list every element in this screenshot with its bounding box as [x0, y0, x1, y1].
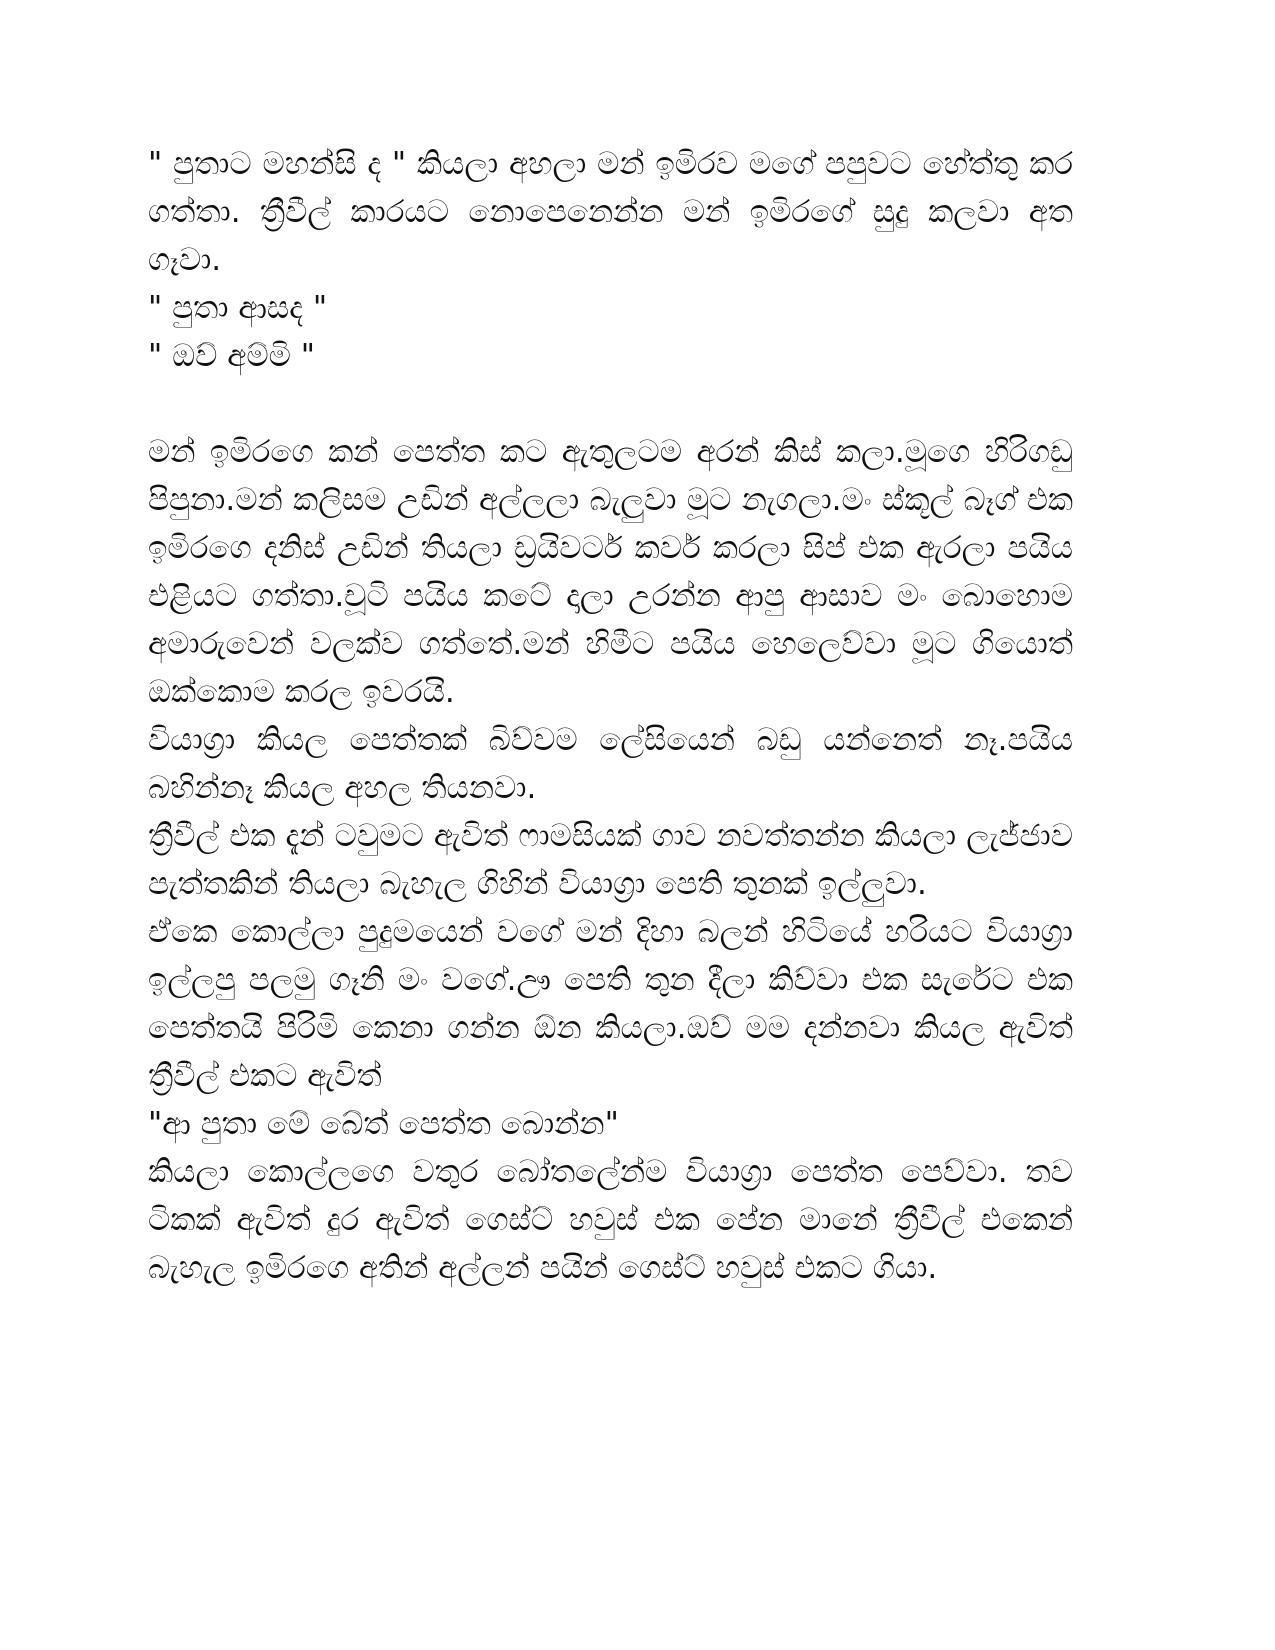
paragraph-3: වියාග්‍රා කියල පෙත්තක් බිව්වම ලේසියෙන් බඩු යන්නෙත් නෑ.පයිය බහින්නෑ කියල අහල තියනවා. — [148, 722, 1073, 806]
document-page — [148, 140, 1073, 1292]
dialogue-line-1: " පුතා ආසද " — [148, 290, 328, 326]
paragraph-2: මන් ඉමිරගෙ කන් පෙත්ත කට ඇතුලටම අරන් කිස් කලා.මූගෙ හිරිගඩු පිපුනා.මන් කලිසම උඩින් අල්ලලා බැලුවා මූට නැගලා.මං ස්කූල් බෑග් එක ඉමිරගෙ දනිස් උඩින් තියලා ඩ්‍රයිවර්ට කවර් කරලා සිප් එක ඇරලා පයිය එළියට ගත්තා.චූටි පයිය කටේ දාලා උරන්න ආපු ආසාව මං බොහොම අමාරුවෙන් වලක්ව ගත්තේ.මන් හිමීට පයිය හෙලෙව්වා මූට ගියොත් ඔක්කොම කරල ඉවරයි. — [148, 434, 1073, 710]
dialogue-line-3: "ආ පුතා මේ බේත් පෙත්ත බොන්න" — [148, 1106, 619, 1142]
paragraph-gap — [148, 380, 1073, 428]
paragraph-4: ත්‍රීවීල් එක දැන් ටවුමට ඇවිත් ෆාමසියක් ගාව නවත්තන්න කියලා ලැජ්ජාව පැත්තකින් තියලා බැහැල ගිහින් වියාග්‍රා පෙති තුනක් ඉල්ලුවා. — [148, 818, 1073, 902]
paragraph-5: ඒකෙ කොල්ලා පුදුමයෙන් වගේ මන් දිහා බලන් හිටියේ හරියට වියාග්‍රා ඉල්ලපු පලමු ගෑනි මං වගේ.ඌ පෙති තුන දීලා කිව්වා එක සැරේට එක පෙත්තයි පිරිමි කෙනා ගන්න ඕන කියලා.ඔව් මම දන්නවා කියල ඇවිත් ත්‍රීවීල් එකට ඇවිත් — [148, 914, 1073, 1094]
paragraph-1: " පුතාට මහන්සි ද " කියලා අහලා මන් ඉමිරව මගේ පපුවට හේත්තු කර ගත්තා. ත්‍රීවීල් කාරයට නොපෙනෙන්න මන් ඉමිරගේ සුදු කලවා අත ගෑවා. — [148, 146, 1073, 278]
paragraph-6: කියලා කොල්ලගෙ වතුර බෝතලේන්ම වියාග්‍රා පෙත්ත පෙව්වා. තව ටිකක් ඇවිත් දුර ඇවිත් ගෙස්ට් හවුස් එක පේන මානේ ත්‍රීවීල් එකෙන් බැහැල ඉමිරගෙ අතින් අල්ලන් පයින් ගෙස්ට් හවුස් එකට ගියා. — [148, 1154, 1073, 1286]
dialogue-line-2: " ඔව් අම්මි " — [148, 338, 316, 374]
